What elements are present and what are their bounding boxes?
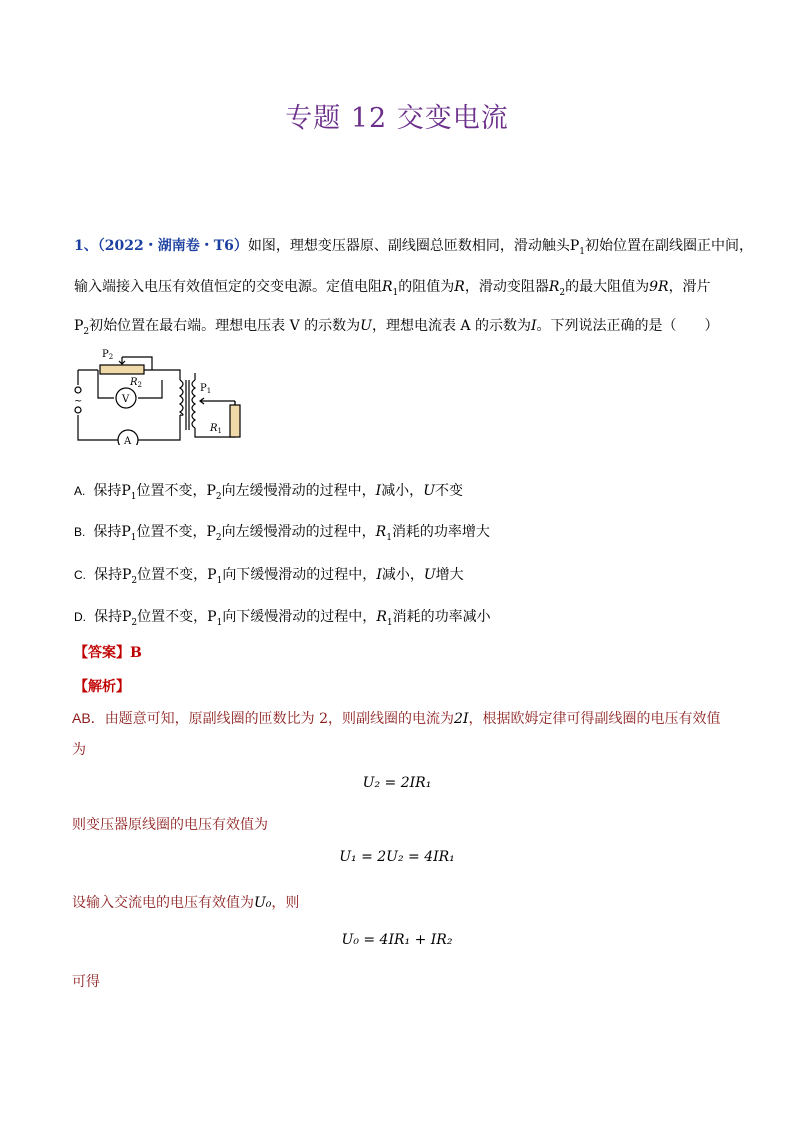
option-text: 位置不变，	[136, 524, 207, 540]
var-r2: R	[548, 279, 560, 295]
option-d	[74, 606, 491, 628]
var-p2: P	[74, 318, 84, 334]
var-p2-sub: 2	[83, 326, 90, 337]
option-a	[74, 480, 463, 502]
question-text: 的最大阻值为	[565, 279, 650, 295]
option-var-sub: 2	[131, 617, 138, 628]
label-r2: $R_2$	[130, 377, 142, 389]
option-text: 位置不变，	[136, 483, 207, 499]
label-r1: $R_1$	[210, 423, 222, 435]
option-var: P	[122, 567, 132, 583]
analysis-text: 由题意可知，原副线圈的匝数比为 2，则副线圈的电流为	[104, 711, 455, 727]
resistor-r1	[230, 405, 240, 437]
question-line-2	[74, 276, 711, 298]
label-a: A	[124, 436, 132, 445]
option-label: A.	[74, 484, 86, 498]
question-line-1	[74, 235, 753, 257]
var-u: U	[360, 318, 372, 334]
var-9r: 9R	[649, 279, 669, 295]
label-ac: ~	[74, 396, 83, 407]
analysis-text: ，则	[271, 895, 300, 911]
option-var-sub: 1	[386, 532, 392, 543]
analysis-label: 【解析】	[74, 679, 130, 695]
option-var-sub: 2	[215, 491, 222, 502]
option-var: P	[206, 483, 216, 499]
input-terminal-top	[75, 387, 81, 393]
label-v: V	[122, 394, 130, 405]
option-label: C.	[74, 568, 86, 582]
var-p1-sub: 1	[579, 246, 586, 257]
option-label: B.	[74, 525, 86, 539]
var-i: I	[531, 318, 537, 334]
question-text: ，滑动变阻器	[464, 279, 549, 295]
option-var: R	[375, 524, 387, 540]
input-wire-bottom	[78, 415, 118, 440]
analysis-para-1-cont: 为	[72, 742, 86, 758]
var-r1-sub: 1	[392, 287, 399, 298]
question-line-3	[74, 315, 719, 337]
option-text: 位置不变，	[137, 567, 208, 583]
question-text: 初始位置在最右端。理想电压表 V 的示数为	[89, 318, 361, 334]
analysis-para-4: 可得	[72, 974, 100, 990]
label-p2: $P_2$	[102, 349, 114, 361]
var-u0: U₀	[254, 895, 272, 911]
option-var: P	[207, 567, 217, 583]
question-text: 初始位置在副线圈正中间，	[585, 238, 754, 254]
option-text: 消耗的功率增大	[391, 524, 490, 540]
option-b	[74, 521, 490, 543]
question-number: 1、	[74, 238, 98, 254]
label-p1: $P_1$	[200, 383, 212, 395]
option-var-sub: 2	[215, 532, 222, 543]
equation-1: U₂ = 2IR₁	[362, 775, 432, 791]
option-var: P	[121, 483, 131, 499]
option-label: D.	[74, 610, 86, 624]
option-var: P	[206, 524, 216, 540]
option-text: 向下缓慢滑动的过程中，	[222, 609, 377, 625]
question-text: 如图，理想变压器原、副线圈总匝数相同，滑动触头	[247, 238, 570, 254]
var-2i: 2I	[454, 711, 469, 727]
analysis-para-1	[72, 708, 720, 728]
var-r2-sub: 2	[559, 287, 566, 298]
option-var: R	[376, 609, 387, 625]
analysis-text: 设输入交流电的电压有效值为	[72, 895, 254, 911]
secondary-coil	[192, 380, 195, 428]
page-title: 专题 12 交变电流	[285, 103, 509, 134]
question-text: ，滑片	[668, 279, 711, 295]
question-text: ，理想电流表 A 的示数为	[371, 318, 531, 334]
option-text: 保持	[93, 483, 122, 499]
question-text: 的阻值为	[398, 279, 455, 295]
option-var-sub: 1	[130, 532, 137, 543]
var-r: R	[454, 279, 465, 295]
option-var: U	[423, 483, 435, 499]
option-text: 向下缓慢滑动的过程中，	[222, 567, 377, 583]
transformer-core	[186, 380, 189, 430]
option-text: 消耗的功率减小	[392, 609, 491, 625]
option-var: P	[122, 609, 132, 625]
equation-3: U₀ = 4IR₁ + IR₂	[341, 932, 453, 948]
circuit-diagram	[70, 345, 270, 445]
question-source: （2022・湖南卷・T6）	[97, 238, 248, 254]
var-r1: R	[382, 279, 393, 295]
option-text: 增大	[435, 567, 464, 583]
option-c	[74, 564, 464, 586]
question-text: 。下列说法正确的是（ ）	[536, 318, 719, 334]
option-text: 保持	[94, 609, 122, 625]
option-var: U	[423, 567, 436, 583]
option-text: 减小，	[381, 567, 424, 583]
option-text: 位置不变，	[137, 609, 208, 625]
option-text: 向左缓慢滑动的过程中，	[221, 524, 376, 540]
option-text: 减小，	[381, 483, 424, 499]
option-var-sub: 1	[130, 491, 137, 502]
input-terminal-bottom	[75, 407, 81, 413]
option-text: 保持	[94, 567, 122, 583]
slider-p1	[200, 398, 235, 404]
equation-2: U₁ = 2U₂ = 4IR₁	[339, 849, 455, 865]
option-text: 向左缓慢滑动的过程中，	[221, 483, 376, 499]
var-p1: P	[569, 238, 580, 254]
option-var: I	[376, 567, 382, 583]
option-var-sub: 1	[216, 575, 223, 586]
option-var-sub: 1	[216, 617, 223, 628]
option-var-sub: 1	[386, 617, 393, 628]
analysis-text: ，根据欧姆定律可得副线圈的电压有效值	[468, 711, 721, 727]
option-text: 保持	[93, 524, 122, 540]
option-var: P	[207, 609, 217, 625]
analysis-tag: AB．	[72, 710, 105, 726]
slider-p2	[119, 357, 125, 364]
question-text: 输入端接入电压有效值恒定的交变电源。定值电阻	[74, 279, 382, 295]
primary-coil	[180, 380, 183, 415]
option-var: I	[375, 483, 382, 499]
rheostat-r2	[100, 365, 144, 374]
answer-label: 【答案】B	[74, 645, 142, 661]
option-var-sub: 2	[131, 575, 138, 586]
analysis-para-2: 则变压器原线圈的电压有效值为	[72, 817, 268, 833]
option-text: 不变	[435, 483, 463, 499]
analysis-para-3	[72, 892, 299, 912]
option-var: P	[121, 524, 131, 540]
